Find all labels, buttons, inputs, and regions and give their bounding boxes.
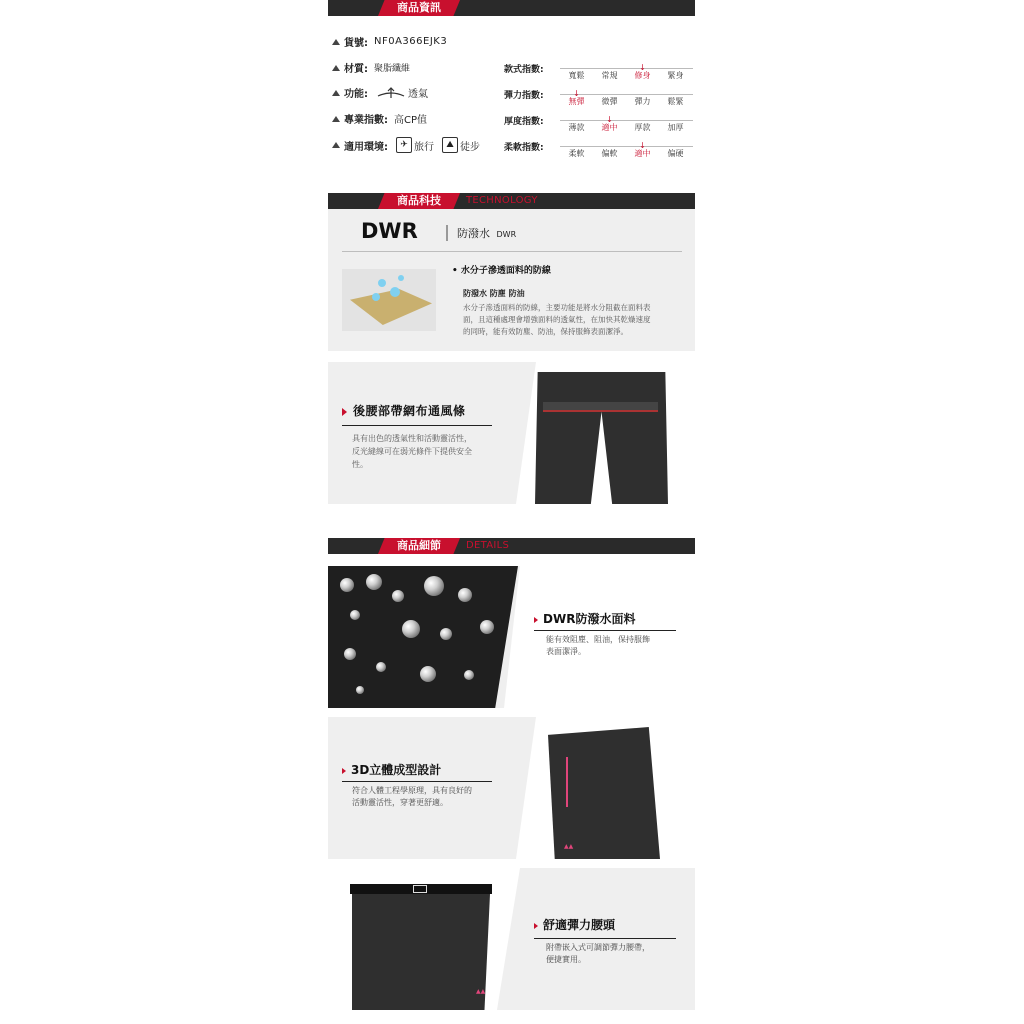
triangle-bullet-icon xyxy=(332,116,340,122)
desc-line: 能有效阻塵、阻油，保持服飾 xyxy=(546,635,650,644)
water-bead-icon xyxy=(480,620,494,634)
index-option xyxy=(626,96,659,107)
water-drop-icon xyxy=(390,287,400,297)
index-option xyxy=(659,70,692,81)
red-triangle-icon xyxy=(342,768,346,774)
divider xyxy=(342,251,682,252)
dwr-bullet: • 水分子滲透面料的防線 xyxy=(452,266,551,276)
water-bead-icon xyxy=(424,576,444,596)
info-label: 功能: xyxy=(344,89,368,100)
info-value: 高CP值 xyxy=(394,115,428,126)
zipper-trim xyxy=(566,757,568,807)
index-option xyxy=(593,70,626,81)
tech-section-title: 商品科技 xyxy=(397,194,441,207)
mesh-vent-strip xyxy=(543,402,658,412)
info-label: 材質: xyxy=(344,64,368,75)
detail-title xyxy=(534,610,635,627)
detail-3d-panel xyxy=(328,717,695,859)
divider xyxy=(534,630,676,631)
details-section-bar xyxy=(328,538,695,554)
water-drop-icon xyxy=(378,279,386,287)
dwr-panel xyxy=(328,209,695,351)
detail-desc xyxy=(546,634,650,658)
index-scale-line xyxy=(560,94,693,95)
index-option-text: 加厚 xyxy=(667,123,684,132)
water-bead-icon xyxy=(402,620,420,638)
water-bead-icon xyxy=(344,648,356,660)
index-option-text: 厚款 xyxy=(634,123,651,132)
detail-title-text: DWR防潑水面料 xyxy=(543,612,636,626)
info-label: 貨號: xyxy=(344,38,368,49)
info-section-title: 商品資訊 xyxy=(397,1,441,14)
red-triangle-icon xyxy=(342,408,347,416)
desc-line: 附帶嵌入式可調節彈力腰帶， xyxy=(546,943,650,952)
selected-arrow-icon: ↓ xyxy=(606,115,613,124)
index-option xyxy=(560,89,593,107)
fabric-illustration xyxy=(342,269,436,331)
index-label: 款式指數: xyxy=(504,65,544,75)
index-option xyxy=(659,148,692,159)
selected-arrow-icon: ↓ xyxy=(639,63,646,72)
info-row-material xyxy=(332,60,410,75)
triangle-bullet-icon xyxy=(332,65,340,71)
info-row-rating xyxy=(332,111,427,126)
index-option xyxy=(593,148,626,159)
info-row-environment xyxy=(332,137,480,153)
water-bead-icon xyxy=(392,590,404,602)
index-option-text: 緊身 xyxy=(667,71,684,80)
desc-line: 表面潔淨。 xyxy=(546,647,586,656)
dwr-desc-line: 水分子滲透面料的防線，主要功能是將水分阻截在面料表 xyxy=(463,303,651,312)
index-row xyxy=(504,88,694,108)
index-label: 厚度指數: xyxy=(504,117,544,127)
index-option-text: 微彈 xyxy=(601,97,618,106)
index-scale-line xyxy=(560,120,693,121)
water-bead-icon xyxy=(440,628,452,640)
dwr-description xyxy=(463,302,651,338)
index-row xyxy=(504,62,694,82)
index-option-text: 常規 xyxy=(601,71,618,80)
index-label: 彈力指數: xyxy=(504,91,544,101)
dwr-tags: 防潑水 防塵 防油 xyxy=(463,289,525,298)
index-option-text: 柔軟 xyxy=(568,149,585,158)
details-section-subtitle: DETAILS xyxy=(466,540,510,551)
index-option xyxy=(626,63,659,81)
dwr-desc-line: 的同時，能有效防塵、防油，保持服飾表面潔淨。 xyxy=(463,327,628,336)
index-label: 柔軟指數: xyxy=(504,143,544,153)
info-section-bar xyxy=(328,0,695,16)
dwr-subtitle-en: DWR xyxy=(496,230,517,239)
detail-waistband-panel xyxy=(328,868,695,1010)
index-option xyxy=(593,96,626,107)
index-option-text: 彈力 xyxy=(634,97,651,106)
desc-line: 活動靈活性，穿著更舒適。 xyxy=(352,798,448,807)
waist-feature-desc xyxy=(352,432,472,471)
info-value: 透氣 xyxy=(408,89,428,100)
red-triangle-icon xyxy=(534,923,538,929)
dwr-title: DWR xyxy=(361,219,418,243)
water-bead-icon xyxy=(356,686,364,694)
selected-arrow-icon: ↓ xyxy=(573,89,580,98)
detail-title-text: 3D立體成型設計 xyxy=(351,763,442,777)
dwr-subtitle xyxy=(446,225,516,241)
index-row xyxy=(504,140,694,160)
triangle-bullet-icon xyxy=(332,90,340,96)
index-option xyxy=(560,122,593,133)
desc-line: 具有出色的透氣性和活動靈活性， xyxy=(352,434,472,443)
index-option-text: 偏軟 xyxy=(601,149,618,158)
red-triangle-icon xyxy=(534,617,538,623)
info-value: NF0A366EJK3 xyxy=(374,36,448,47)
info-label: 適用環境: xyxy=(344,141,388,153)
water-bead-icon xyxy=(376,662,386,672)
index-option-text: 薄款 xyxy=(568,123,585,132)
waist-feature-panel xyxy=(328,362,695,504)
info-value: 聚脂纖維 xyxy=(374,64,411,74)
tech-section-subtitle: TECHNOLOGY xyxy=(466,195,538,206)
desc-line: 反光縫線可在弱光條件下提供安全 xyxy=(352,447,472,456)
waist-feature-title xyxy=(342,402,466,419)
index-scale-line xyxy=(560,146,693,147)
triangle-bullet-icon xyxy=(332,142,340,148)
index-option xyxy=(560,70,593,81)
water-bead-icon xyxy=(366,574,382,590)
index-option xyxy=(659,96,692,107)
details-section-title: 商品細節 xyxy=(397,539,441,552)
index-option xyxy=(626,122,659,133)
detail-title-text: 舒適彈力腰頭 xyxy=(543,918,616,932)
triangle-bullet-icon xyxy=(332,39,340,45)
index-row xyxy=(504,114,694,134)
water-drop-icon xyxy=(398,275,404,281)
index-option xyxy=(560,148,593,159)
water-bead-icon xyxy=(464,670,474,680)
dwr-bullet-text: 水分子滲透面料的防線 xyxy=(460,266,551,276)
info-value: 旅行 xyxy=(414,141,434,153)
index-option xyxy=(593,115,626,133)
dwr-subtitle-zh: 防潑水 xyxy=(457,227,490,240)
dwr-desc-line: 面，且這種處理會增強面料的透氣性，在加快其乾燥速度 xyxy=(463,315,651,324)
index-option-text: 適中 xyxy=(601,123,618,132)
index-option-text: 無彈 xyxy=(568,97,585,106)
pants-side-image xyxy=(548,727,660,859)
index-option xyxy=(626,141,659,159)
detail-desc xyxy=(352,785,472,809)
waist-feature-title-text: 後腰部帶網布通風條 xyxy=(353,404,466,418)
water-bead-icon xyxy=(350,610,360,620)
hiking-icon: ⛰ xyxy=(442,137,458,153)
tech-section-bar xyxy=(328,193,695,209)
water-bead-icon xyxy=(458,588,472,602)
index-scale-line xyxy=(560,68,693,69)
index-option-text: 鬆緊 xyxy=(667,97,684,106)
index-option-text: 適中 xyxy=(634,149,651,158)
desc-line: 符合人體工程學原理，具有良好的 xyxy=(352,786,472,795)
water-drop-icon xyxy=(372,293,380,301)
detail-title xyxy=(534,916,615,933)
index-option-text: 修身 xyxy=(634,71,651,80)
selected-arrow-icon: ↓ xyxy=(639,141,646,150)
travel-icon: ✈ xyxy=(396,137,412,153)
detail-dwr-panel xyxy=(328,566,695,708)
belt-buckle-icon xyxy=(413,885,427,893)
logo-mark: ▲▲ xyxy=(476,988,486,995)
divider xyxy=(534,938,676,939)
water-bead-icon xyxy=(420,666,436,682)
detail-desc xyxy=(546,942,650,966)
info-value: 徒步 xyxy=(460,141,480,153)
divider xyxy=(342,425,492,426)
detail-title xyxy=(342,761,441,778)
info-row-function xyxy=(332,85,428,100)
divider xyxy=(342,781,492,782)
desc-line: 便捷實用。 xyxy=(546,955,586,964)
logo-mark: ▲▲ xyxy=(564,843,574,850)
pants-front-image xyxy=(352,894,490,1010)
breathable-icon xyxy=(376,86,406,100)
info-label: 專業指數: xyxy=(344,115,388,126)
water-bead-icon xyxy=(340,578,354,592)
index-option-text: 寬鬆 xyxy=(568,71,585,80)
index-option-text: 偏硬 xyxy=(667,149,684,158)
info-row-sku xyxy=(332,34,447,49)
desc-line: 性。 xyxy=(352,460,368,469)
index-option xyxy=(659,122,692,133)
